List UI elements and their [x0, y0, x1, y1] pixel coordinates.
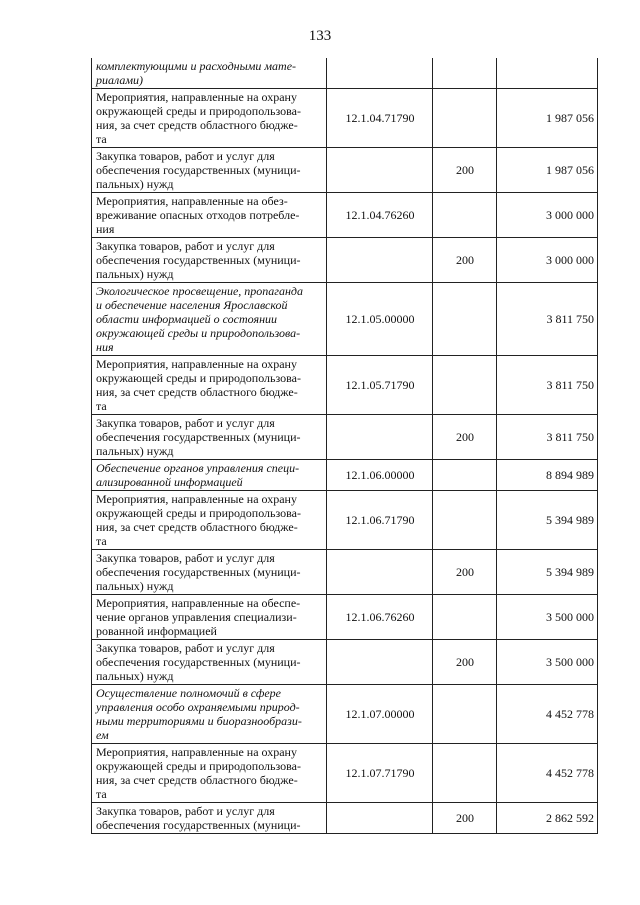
target-article-code-cell: 12.1.04.71790: [327, 89, 433, 148]
expense-name-cell: комплектующими и расходными мате- риалами): [92, 58, 327, 89]
amount-cell: [497, 58, 598, 89]
target-article-code-cell: 12.1.06.76260: [327, 595, 433, 640]
expense-name-cell: Мероприятия, направленные на охрану окружающей среды и природопользова- ния, за счет средств областного бюдже- та: [92, 744, 327, 803]
expense-type-cell: 200: [433, 640, 497, 685]
expense-name-cell: Мероприятия, направленные на обеспе- чение органов управления специализи- рованной информацией: [92, 595, 327, 640]
expense-name-cell: Закупка товаров, работ и услуг для обеспечения государственных (муници-: [92, 803, 327, 834]
table-row: [92, 550, 598, 595]
expense-type-cell: [433, 744, 497, 803]
target-article-code-cell: 12.1.05.00000: [327, 283, 433, 356]
table-row: [92, 238, 598, 283]
target-article-code-cell: 12.1.07.00000: [327, 685, 433, 744]
expense-type-cell: 200: [433, 550, 497, 595]
amount-cell: 4 452 778: [497, 744, 598, 803]
target-article-code-cell: 12.1.05.71790: [327, 356, 433, 415]
table-row: [92, 148, 598, 193]
table-row: [92, 356, 598, 415]
expense-type-cell: 200: [433, 238, 497, 283]
amount-cell: 3 000 000: [497, 238, 598, 283]
amount-cell: 1 987 056: [497, 148, 598, 193]
amount-cell: 2 862 592: [497, 803, 598, 834]
amount-cell: 3 811 750: [497, 356, 598, 415]
table-row: [92, 595, 598, 640]
expense-type-cell: [433, 491, 497, 550]
amount-cell: 3 500 000: [497, 595, 598, 640]
table-row: [92, 803, 598, 834]
expense-type-cell: [433, 58, 497, 89]
expense-type-cell: [433, 460, 497, 491]
expense-type-cell: 200: [433, 415, 497, 460]
table-row: [92, 640, 598, 685]
target-article-code-cell: 12.1.07.71790: [327, 744, 433, 803]
amount-cell: 5 394 989: [497, 491, 598, 550]
target-article-code-cell: [327, 640, 433, 685]
expense-name-cell: Закупка товаров, работ и услуг для обеспечения государственных (муници- пальных) нужд: [92, 238, 327, 283]
expense-name-cell: Закупка товаров, работ и услуг для обеспечения государственных (муници- пальных) нужд: [92, 415, 327, 460]
expense-name-cell: Осуществление полномочий в сфере управления особо охраняемыми природ- ными территориями и биоразнообрази- ем: [92, 685, 327, 744]
expense-type-cell: 200: [433, 803, 497, 834]
page-number: 133: [308, 28, 332, 44]
expense-name-cell: Мероприятия, направленные на охрану окружающей среды и природопользова- ния, за счет средств областного бюдже- та: [92, 491, 327, 550]
table-row: [92, 460, 598, 491]
expense-type-cell: [433, 356, 497, 415]
expense-type-cell: [433, 595, 497, 640]
expense-name-cell: Закупка товаров, работ и услуг для обеспечения государственных (муници- пальных) нужд: [92, 148, 327, 193]
table-row: [92, 283, 598, 356]
budget-table: [91, 58, 598, 834]
table-row: [92, 58, 598, 89]
target-article-code-cell: [327, 550, 433, 595]
table-row: [92, 685, 598, 744]
expense-type-cell: [433, 193, 497, 238]
target-article-code-cell: [327, 803, 433, 834]
budget-table-body: [92, 58, 598, 834]
table-row: [92, 193, 598, 238]
expense-name-cell: Обеспечение органов управления специ- ализированной информацией: [92, 460, 327, 491]
expense-type-cell: [433, 685, 497, 744]
expense-name-cell: Закупка товаров, работ и услуг для обеспечения государственных (муници- пальных) нужд: [92, 550, 327, 595]
amount-cell: 5 394 989: [497, 550, 598, 595]
target-article-code-cell: 12.1.06.71790: [327, 491, 433, 550]
amount-cell: 3 811 750: [497, 415, 598, 460]
target-article-code-cell: [327, 415, 433, 460]
expense-name-cell: Мероприятия, направленные на обез- вреживание опасных отходов потребле- ния: [92, 193, 327, 238]
expense-type-cell: [433, 283, 497, 356]
amount-cell: 3 500 000: [497, 640, 598, 685]
target-article-code-cell: [327, 238, 433, 283]
expense-name-cell: Закупка товаров, работ и услуг для обеспечения государственных (муници- пальных) нужд: [92, 640, 327, 685]
amount-cell: 8 894 989: [497, 460, 598, 491]
target-article-code-cell: [327, 58, 433, 89]
amount-cell: 1 987 056: [497, 89, 598, 148]
expense-name-cell: Мероприятия, направленные на охрану окружающей среды и природопользова- ния, за счет средств областного бюдже- та: [92, 356, 327, 415]
table-row: [92, 89, 598, 148]
table-row: [92, 491, 598, 550]
expense-type-cell: 200: [433, 148, 497, 193]
target-article-code-cell: 12.1.06.00000: [327, 460, 433, 491]
expense-name-cell: Мероприятия, направленные на охрану окружающей среды и природопользова- ния, за счет средств областного бюдже- та: [92, 89, 327, 148]
target-article-code-cell: [327, 148, 433, 193]
expense-name-cell: Экологическое просвещение, пропаганда и обеспечение населения Ярославской области информацией о состоянии окружающей среды и природопользова- ния: [92, 283, 327, 356]
table-row: [92, 415, 598, 460]
target-article-code-cell: 12.1.04.76260: [327, 193, 433, 238]
amount-cell: 3 000 000: [497, 193, 598, 238]
amount-cell: 4 452 778: [497, 685, 598, 744]
expense-type-cell: [433, 89, 497, 148]
amount-cell: 3 811 750: [497, 283, 598, 356]
table-row: [92, 744, 598, 803]
